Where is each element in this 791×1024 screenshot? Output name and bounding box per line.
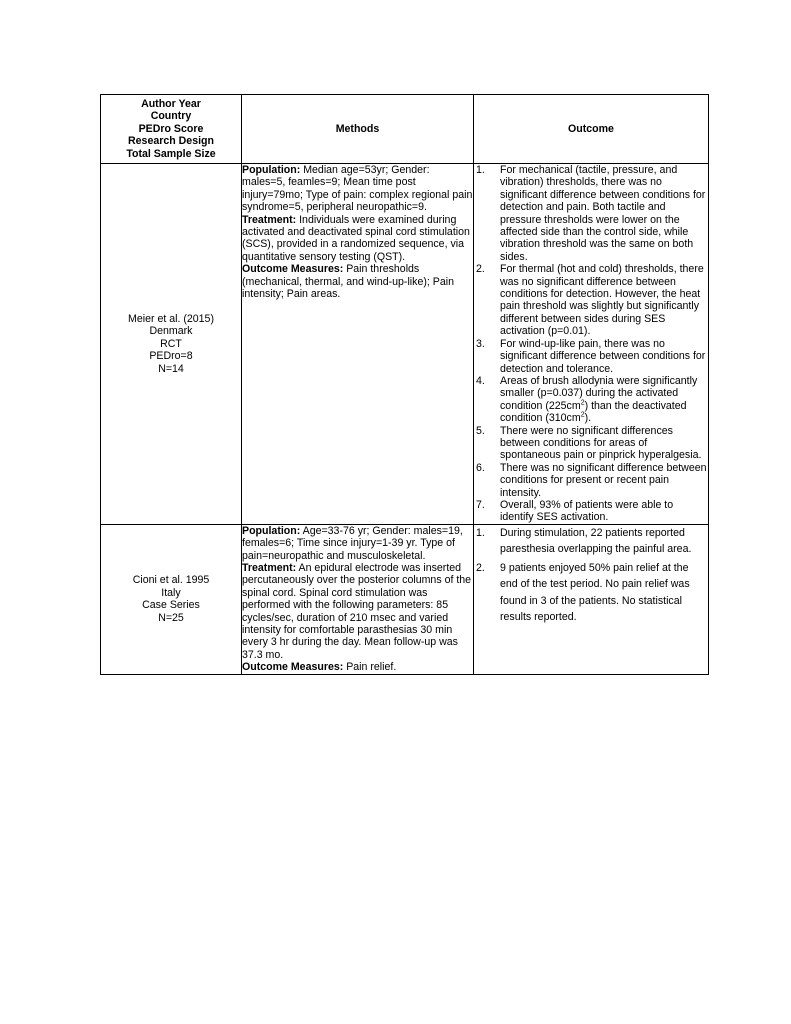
outcome-number: 2.: [476, 561, 485, 574]
outcome-measures-paragraph: [242, 661, 473, 673]
header-methods: Methods: [242, 95, 474, 164]
study-line: N=25: [158, 611, 184, 624]
evidence-table: [100, 94, 709, 675]
table-header-row: [101, 95, 709, 164]
header-line: Country: [150, 110, 192, 123]
treatment-paragraph: [242, 562, 473, 661]
methods-cell: [242, 524, 474, 674]
treatment-paragraph: [242, 214, 473, 264]
population-paragraph: [242, 164, 473, 214]
outcome-item: [474, 525, 708, 558]
outcome-item: [474, 338, 708, 375]
outcome-text: For wind-up-like pain, there was no significant difference between conditions for detection and tolerance.: [500, 337, 706, 375]
outcome-number: 1.: [476, 526, 485, 539]
study-line: Meier et al. (2015): [128, 312, 214, 325]
treatment-text: Individuals were examined during activated and deactivated spinal cord stimulation (SCS), provided in a randomized sequence, via quantitative sensory testing (QST).: [242, 213, 470, 263]
outcome-number: 2.: [476, 263, 485, 276]
outcome-text: There were no significant differences between conditions for areas of spontaneous pain or pinprick hyperalgesia.: [500, 424, 702, 462]
population-text: Age=33-76 yr; Gender: males=19, females=6; Time since injury=1-39 yr. Type of pain=neuropathic and musculoskeletal.: [242, 524, 463, 562]
outcome-cell: [474, 164, 709, 525]
outcome-measures-label: Outcome Measures:: [242, 263, 344, 276]
outcome-text: Areas of brush allodynia were significantly smaller (p=0.037) during the activated condition (225cm: [500, 374, 698, 412]
outcome-text: 9 patients enjoyed 50% pain relief at the end of the test period. No pain relief was found in 3 of the patients. No statistical results reported.: [500, 561, 690, 624]
outcome-number: 3.: [476, 337, 485, 350]
header-outcome: Outcome: [474, 95, 709, 164]
outcome-list: [474, 525, 708, 626]
population-label: Population:: [242, 164, 301, 176]
study-info-cell: [101, 524, 242, 674]
outcome-text: For mechanical (tactile, pressure, and vibration) thresholds, there was no significant difference between conditions for detection and pain. Both tactile and pressure thresholds were lower on the affected side than the control side, while vibration threshold was the same on both sides.: [500, 164, 706, 263]
study-info-cell: [101, 164, 242, 525]
outcome-text: During stimulation, 22 patients reported paresthesia overlapping the painful area.: [500, 526, 692, 556]
study-line: N=14: [158, 362, 184, 375]
treatment-text: An epidural electrode was inserted percutaneously over the posterior columns of the spinal cord. Spinal cord stimulation was performed with the following parameters: 85 cycles/sec, duration of 210 msec and varied intensity for comfortable parasthesias 30 min every 3 hr during the day. Mean follow-up was 37.3 mo.: [242, 562, 472, 661]
study-line: RCT: [160, 337, 182, 350]
outcome-text: Overall, 93% of patients were able to identify SES activation.: [500, 498, 674, 524]
study-line: Italy: [161, 586, 181, 599]
outcome-item: [474, 375, 708, 425]
study-line: PEDro=8: [149, 350, 193, 363]
study-line: Case Series: [142, 599, 200, 612]
header-line: Author Year: [141, 97, 201, 110]
outcome-measures-text: Pain relief.: [343, 661, 397, 674]
treatment-label: Treatment:: [242, 213, 297, 226]
outcome-item: [474, 164, 708, 263]
header-study-info: [101, 95, 242, 164]
outcome-item: [474, 499, 708, 524]
outcome-text: ).: [584, 412, 592, 425]
methods-cell: [242, 164, 474, 525]
outcome-number: 5.: [476, 424, 485, 437]
table-row: [101, 524, 709, 674]
header-line: PEDro Score: [138, 122, 204, 135]
population-text: Median age=53yr; Gender: males=5, feamles=9; Mean time post injury=79mo; Type of pain: complex regional pain syndrome=5, peripheral neuropathic=9.: [242, 164, 473, 214]
outcome-cell: [474, 524, 709, 674]
outcome-number: 7.: [476, 498, 485, 511]
outcome-number: 6.: [476, 461, 485, 474]
outcome-text: For thermal (hot and cold) thresholds, there was no significant difference between conditions for detection. However, the heat pain threshold was slightly but significantly different between sides during SES activation (p=0.01).: [500, 263, 704, 338]
study-line: Denmark: [149, 325, 193, 338]
population-label: Population:: [242, 524, 301, 537]
header-line: Research Design: [128, 135, 214, 148]
outcome-item: [474, 560, 708, 626]
treatment-label: Treatment:: [242, 562, 297, 574]
table-row: [101, 164, 709, 525]
outcome-item: [474, 425, 708, 462]
outcome-text: ) than the deactivated condition (310cm: [500, 399, 687, 425]
superscript: 2: [580, 399, 585, 407]
header-line: Total Sample Size: [126, 147, 216, 160]
outcome-list: [474, 164, 708, 524]
superscript: 2: [580, 411, 585, 419]
outcome-text: There was no significant difference between conditions for present or recent pain intensity.: [500, 461, 707, 499]
outcome-measures-text: Pain thresholds (mechanical, thermal, and wind-up-like); Pain intensity; Pain areas.: [242, 263, 454, 301]
population-paragraph: [242, 525, 473, 562]
outcome-number: 1.: [476, 164, 485, 176]
outcome-item: [474, 263, 708, 337]
outcome-item: [474, 462, 708, 499]
outcome-measures-label: Outcome Measures:: [242, 661, 344, 674]
outcome-measures-paragraph: [242, 263, 473, 300]
outcome-number: 4.: [476, 374, 485, 387]
study-line: Cioni et al. 1995: [132, 574, 210, 587]
